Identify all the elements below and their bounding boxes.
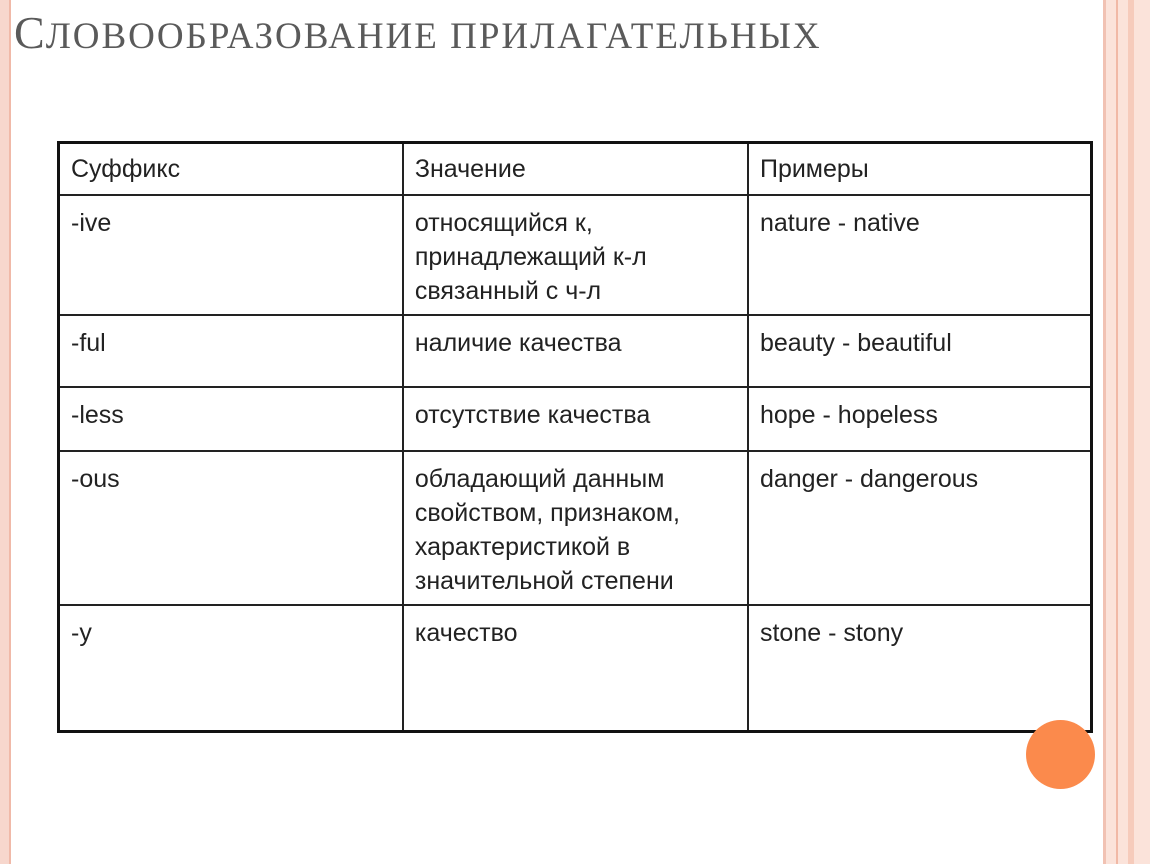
- suffix-cell: -ous: [59, 451, 403, 605]
- meaning-cell: [403, 451, 748, 605]
- slide-frame-right-line: [1128, 0, 1134, 864]
- meaning-line: качество: [414, 619, 518, 647]
- example-cell: nature - native: [748, 195, 1092, 315]
- suffix-cell: -less: [59, 387, 403, 451]
- meaning-cell: [403, 387, 748, 451]
- meaning-line: характеристикой в: [414, 533, 631, 561]
- table-row: [59, 315, 1092, 387]
- example-cell: danger - dangerous: [748, 451, 1092, 605]
- header-meaning: Значение: [403, 143, 748, 196]
- table-row: [59, 451, 1092, 605]
- slide-frame-right-line: [1103, 0, 1106, 864]
- example-cell: beauty - beautiful: [748, 315, 1092, 387]
- table-row: [59, 387, 1092, 451]
- suffix-table: [57, 141, 1093, 733]
- meaning-cell: [403, 195, 748, 315]
- meaning-cell: [403, 315, 748, 387]
- example-cell: stone - stony: [748, 605, 1092, 732]
- suffix-cell: -ful: [59, 315, 403, 387]
- table-row: [59, 195, 1092, 315]
- page-title: [14, 6, 822, 59]
- title-rest: ЛОВООБРАЗОВАНИЕ ПРИЛАГАТЕЛЬНЫХ: [45, 16, 822, 57]
- meaning-line: значительной степени: [414, 567, 674, 595]
- meaning-line: связанный с ч-л: [414, 277, 602, 305]
- meaning-line: свойством, признаком,: [414, 499, 680, 527]
- header-examples: Примеры: [748, 143, 1092, 196]
- slide-frame-right: [1103, 0, 1150, 864]
- table-header-row: [59, 143, 1092, 196]
- suffix-cell: -y: [59, 605, 403, 732]
- suffix-cell: -ive: [59, 195, 403, 315]
- meaning-line: принадлежащий к-л: [414, 243, 647, 271]
- table-row: [59, 605, 1092, 732]
- slide-frame-left-line: [9, 0, 11, 864]
- slide-frame-right-line: [1116, 0, 1118, 864]
- decorative-circle: [1026, 720, 1095, 789]
- slide-frame-left: [0, 0, 9, 864]
- meaning-cell: [403, 605, 748, 732]
- meaning-line: обладающий данным: [414, 465, 665, 493]
- title-initial: С: [14, 7, 46, 58]
- meaning-line: относящийся к,: [414, 209, 593, 237]
- header-suffix: Суффикс: [59, 143, 403, 196]
- example-cell: hope - hopeless: [748, 387, 1092, 451]
- meaning-line: наличие качества: [414, 329, 622, 357]
- meaning-line: отсутствие качества: [414, 401, 651, 429]
